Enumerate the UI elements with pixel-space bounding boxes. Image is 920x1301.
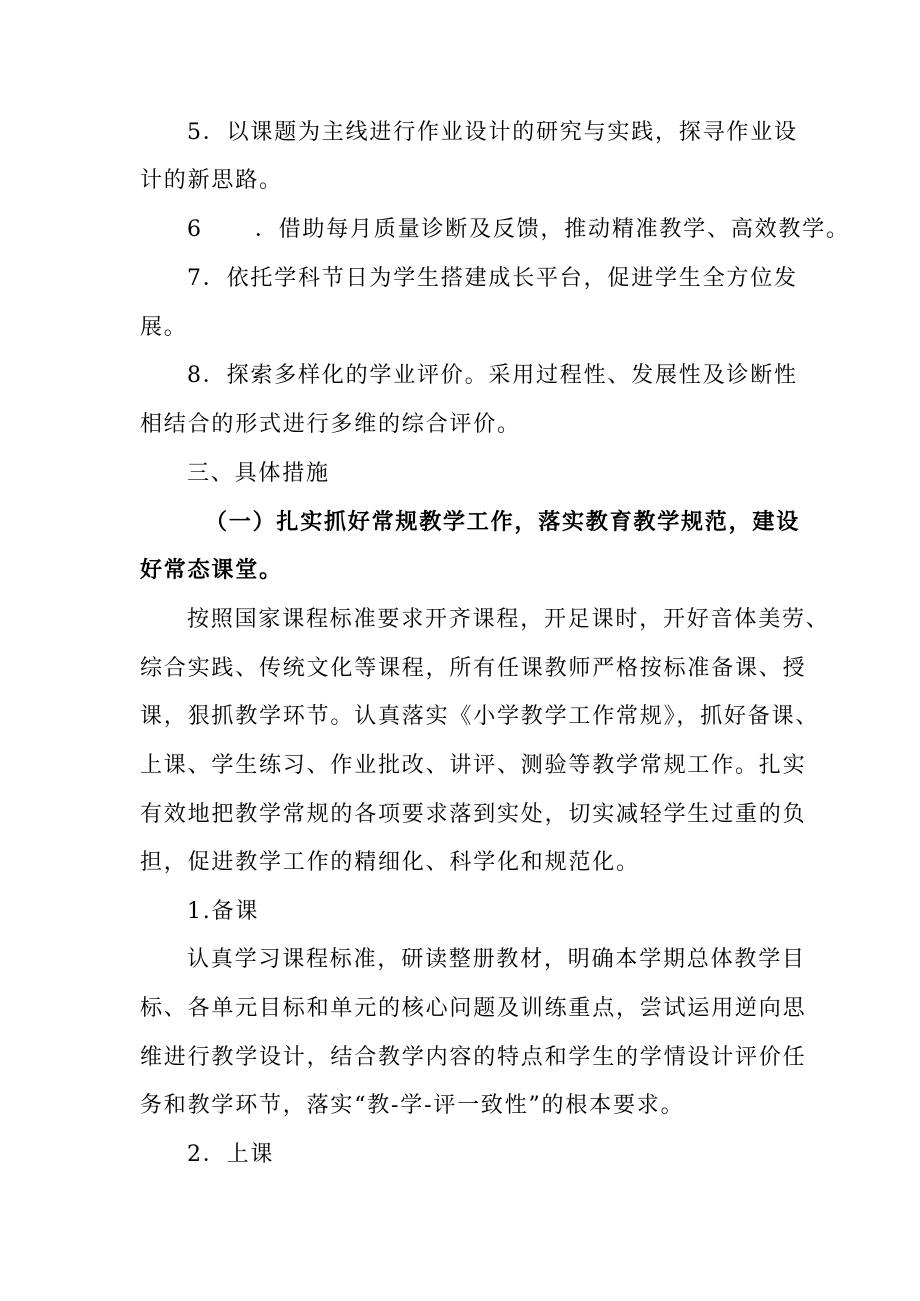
body-1-line-6: 担，促进教学工作的精细化、科学化和规范化。 [140, 850, 640, 875]
item-5-line-1: 5．以课题为主线进行作业设计的研究与实践，探寻作业设 [187, 120, 798, 145]
body-2-line-4: 务和教学环节，落实“教-学-评一致性”的根本要求。 [140, 1093, 685, 1118]
item-6 [187, 215, 850, 245]
section-3-heading: 三、具体措施 [187, 461, 330, 486]
body-2-line-2: 标、各单元目标和单元的核心问题及训练重点，尝试运用逆向思 [140, 996, 807, 1021]
item-5-line-2: 计的新思路。 [140, 168, 283, 193]
body-2-line-3: 维进行教学设计，结合教学内容的特点和学生的学情设计评价任 [140, 1045, 807, 1070]
item-6-text: ．借助每月质量诊断及反馈，推动精准教学、高效教学。 [254, 217, 850, 242]
body-1-line-4: 上课、学生练习、作业批改、讲评、测验等教学常规工作。扎实 [140, 753, 807, 778]
body-1-line-3: 课，狠抓教学环节。认真落实《小学教学工作常规》，抓好备课、 [140, 704, 820, 729]
item-2-heading: 2．上课 [187, 1142, 275, 1167]
item-8-line-1: 8．探索多样化的学业评价。采用过程性、发展性及诊断性 [187, 363, 798, 388]
body-1-line-1: 按照国家课程标准要求开齐课程，开足课时，开好音体美劳、 [187, 607, 830, 632]
body-1-line-2: 综合实践、传统文化等课程，所有任课教师严格按标准备课、授 [140, 656, 807, 681]
item-8-line-2: 相结合的形式进行多维的综合评价。 [140, 412, 521, 437]
item-6-number: 6 [187, 217, 203, 242]
subsection-1-heading-line-2: 好常态课堂。 [140, 558, 283, 583]
item-7-line-2: 展。 [140, 315, 188, 340]
subsection-1-heading-line-1: （一）扎实抓好常规教学工作，落实教育教学规范，建设 [205, 510, 801, 535]
body-1-line-5: 有效地把教学常规的各项要求落到实处，切实减轻学生过重的负 [140, 802, 807, 827]
item-7-line-1: 7．依托学科节日为学生搭建成长平台，促进学生全方位发 [187, 266, 798, 291]
item-1-heading: 1.备课 [187, 899, 260, 924]
body-2-line-1: 认真学习课程标准，研读整册教材，明确本学期总体教学目 [187, 947, 806, 972]
